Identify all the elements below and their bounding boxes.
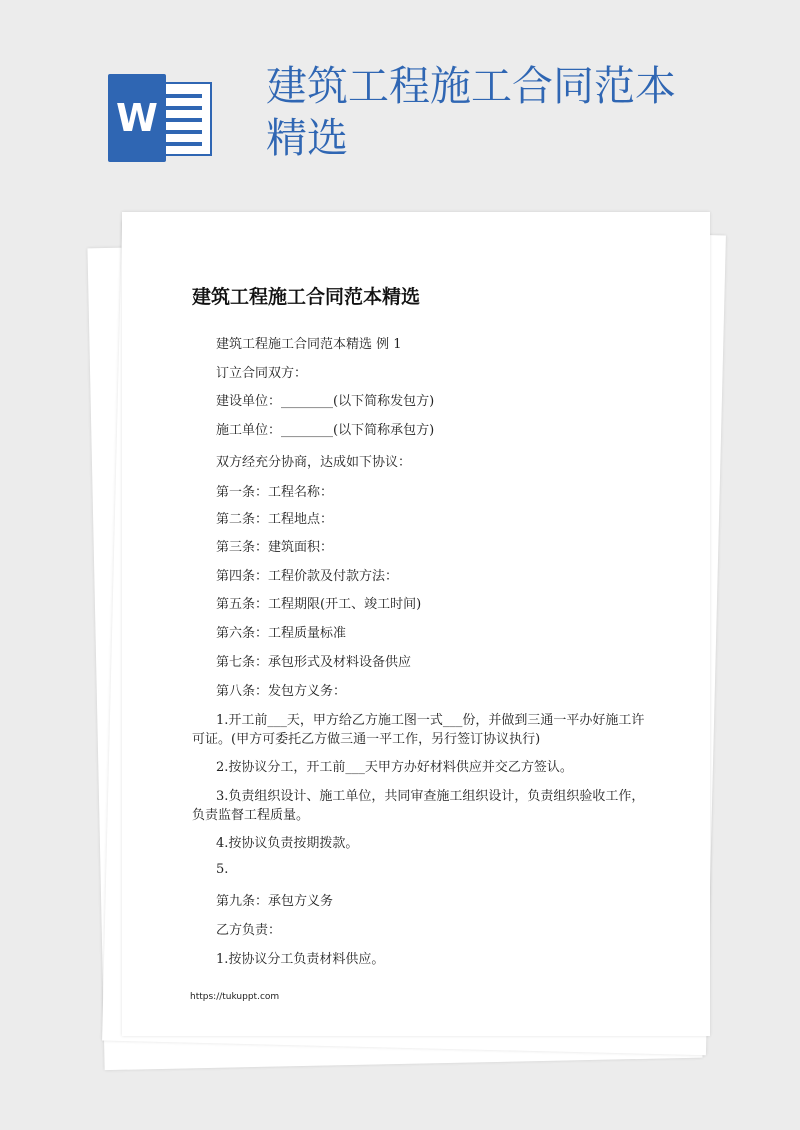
paper-sheet-front: [122, 212, 710, 1036]
page-title: 建筑工程施工合同范本精选: [266, 62, 676, 162]
word-icon: [108, 74, 212, 162]
doc-line-article-8: 第八条：发包方义务：: [216, 684, 347, 699]
doc-line-article-3: 第三条：建筑面积：: [216, 540, 334, 555]
word-letter: W: [108, 74, 166, 162]
header: [0, 0, 800, 200]
doc-line-item-5: 5.: [216, 862, 229, 877]
doc-line-example: 建筑工程施工合同范本精选 例 1: [216, 337, 402, 352]
doc-line-article-4: 第四条：工程价款及付款方法：: [216, 569, 399, 584]
doc-line-party-b: 乙方负责：: [216, 923, 282, 938]
doc-line-agreement: 双方经充分协商，达成如下协议：: [216, 455, 412, 470]
doc-paragraph-4: 4.按协议负责按期拨款。: [216, 836, 359, 851]
doc-line-material-supply: 1.按协议分工负责材料供应。: [216, 952, 385, 967]
doc-line-article-9: 第九条：承包方义务: [216, 894, 334, 909]
doc-line-article-6: 第六条：工程质量标准: [216, 626, 347, 641]
footer-url: https://tukuppt.com: [190, 992, 280, 1002]
doc-paragraph-1: 1.开工前___天，甲方给乙方施工图一式___份，并做到三通一平办好施工许可证。(甲方可委托乙方做三通一平工作，另行签订协议执行): [192, 713, 645, 747]
doc-paragraph-3: 3.负责组织设计、施工单位，共同审查施工组织设计，负责组织验收工作，负责监督工程质量。: [192, 789, 645, 823]
doc-line-article-7: 第七条：承包形式及材料设备供应: [216, 655, 412, 670]
doc-line-owner: 建设单位：________(以下简称发包方): [216, 394, 435, 409]
document-title: 建筑工程施工合同范本精选: [192, 286, 421, 308]
doc-paragraph-2: 2.按协议分工，开工前___天甲方办好材料供应并交乙方签认。: [216, 760, 573, 775]
doc-line-article-1: 第一条：工程名称：: [216, 485, 334, 500]
doc-line-parties: 订立合同双方：: [216, 366, 308, 381]
doc-line-article-2: 第二条：工程地点：: [216, 512, 334, 527]
doc-line-article-5: 第五条：工程期限(开工、竣工时间): [216, 597, 422, 612]
doc-line-contractor: 施工单位：________(以下简称承包方): [216, 423, 435, 438]
